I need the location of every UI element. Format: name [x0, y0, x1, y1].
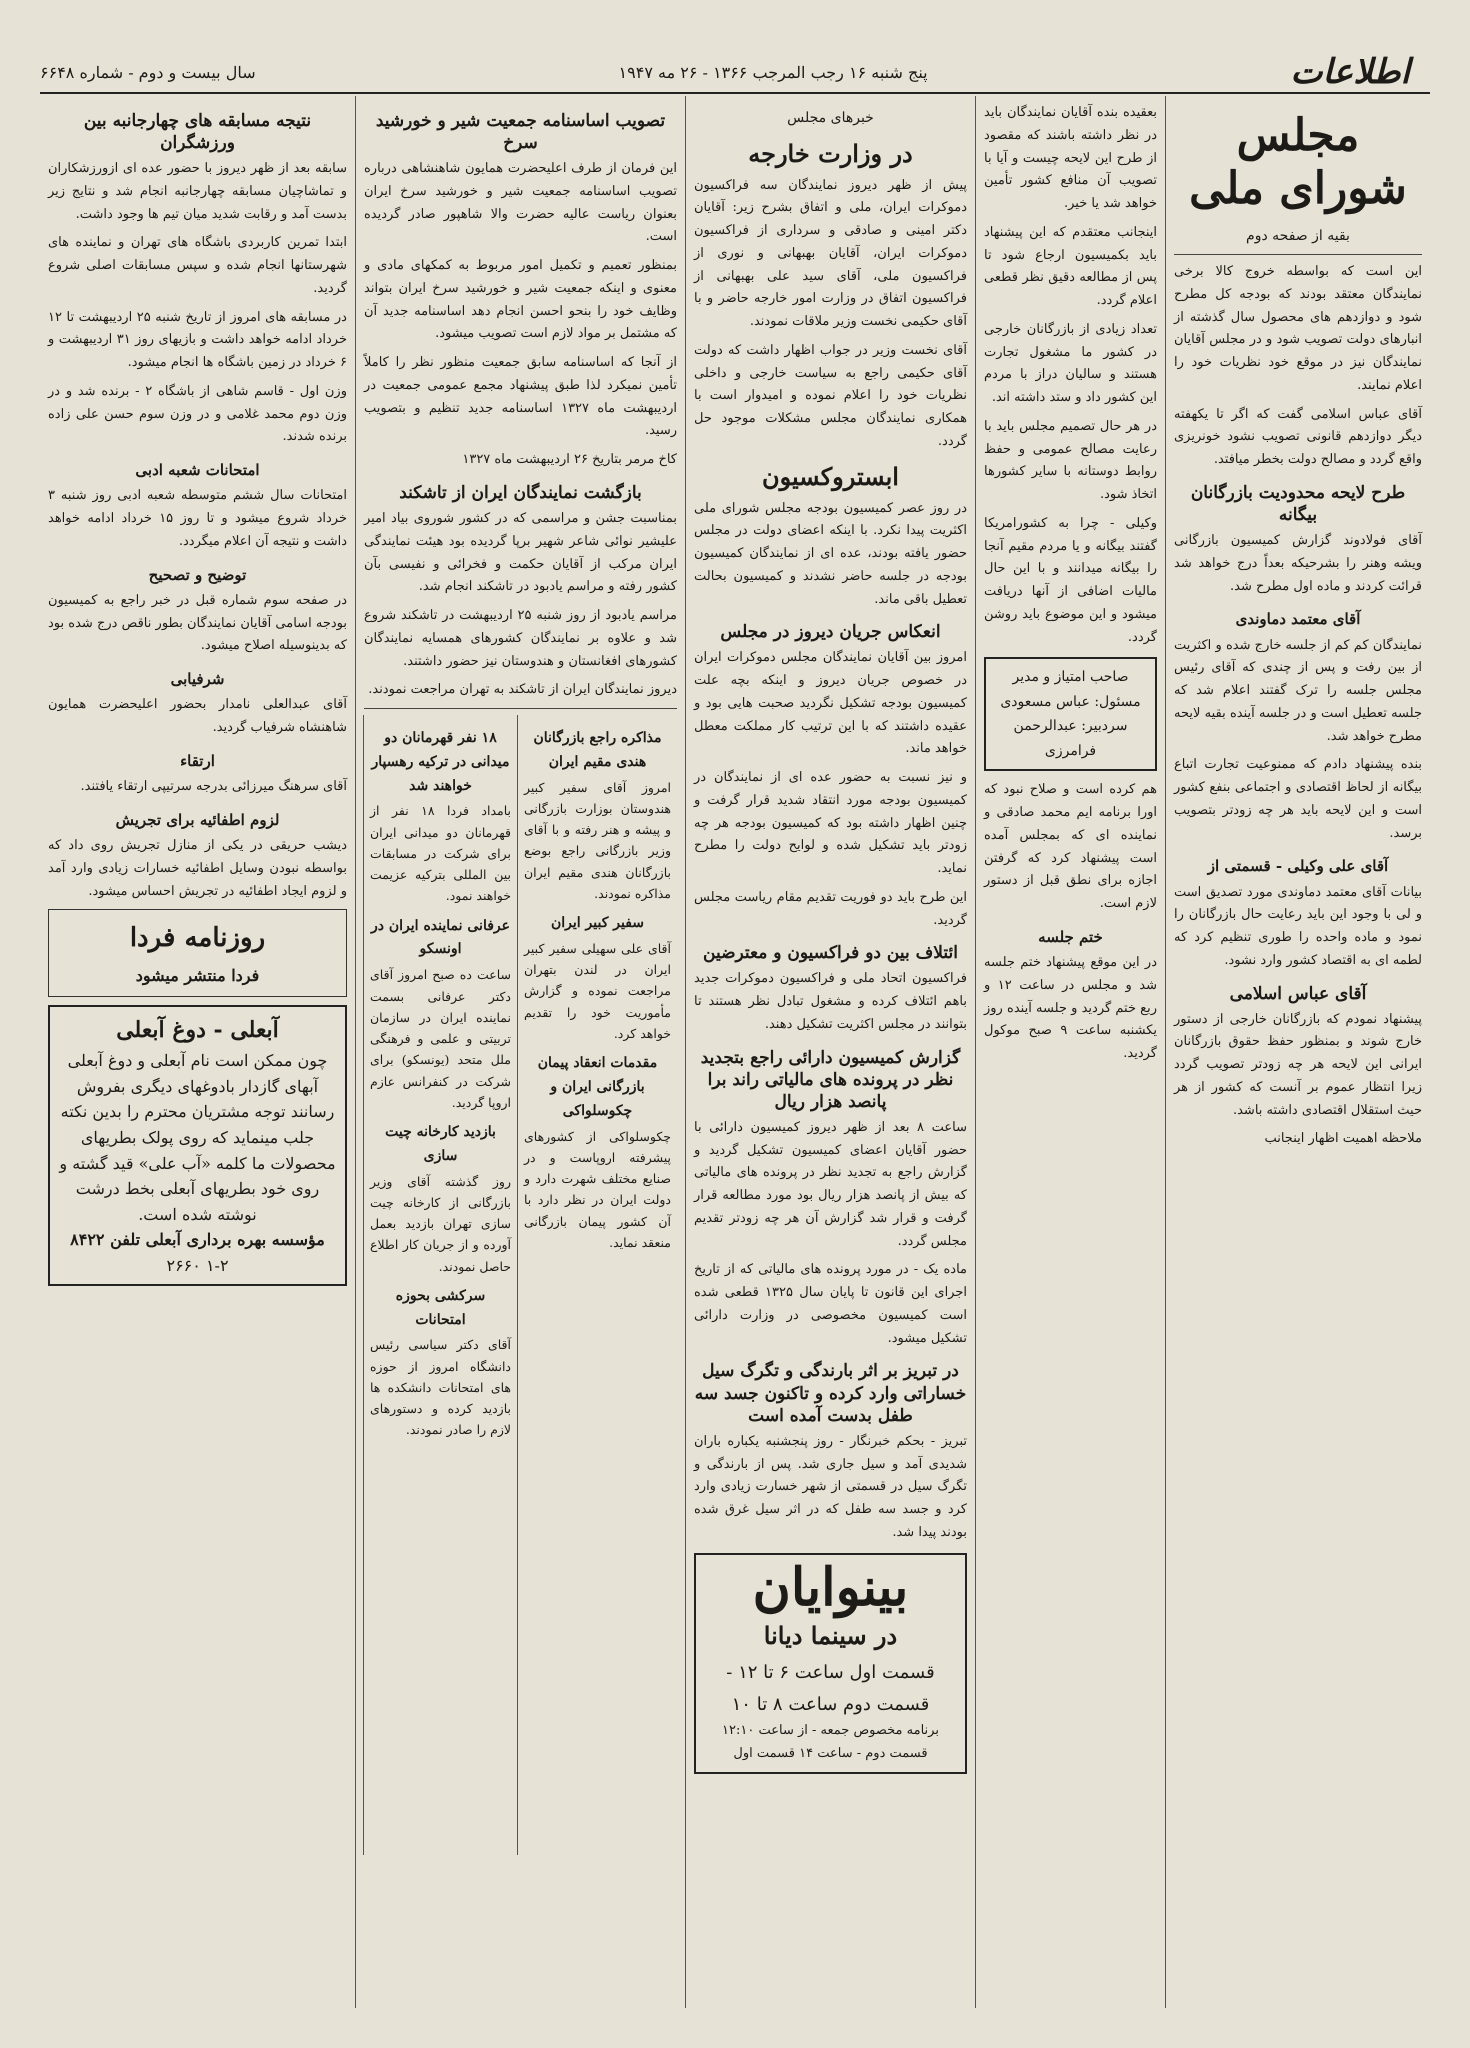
paragraph: هم کرده است و صلاح نبود که اورا برنامه ایم محمد صادقی و نماینده ای که بمجلس آمده است پیشنهاد کرد که گرفتن اجازه برای نطق قبل از دستور لازم است. — [984, 782, 1157, 911]
ad-times: قسمت اول ساعت ۶ تا ۱۲ - قسمت دوم ساعت ۸ تا ۱۰ — [726, 1662, 935, 1715]
paragraph: از آنجا که اساسنامه سابق جمعیت منظور نظر را کاملاً تأمین نمیکرد لذا طبق پیشنهاد مجمع عمومی جمعیت در اردیبهشت ماه ۱۳۲۷ اساسنامه جدید تنظیم و بتصویب رسید. — [364, 355, 677, 439]
subhead-enekas: انعکاس جریان دیروز در مجلس — [720, 622, 941, 643]
paragraph: امروز آقای سفیر کبیر هندوستان بوزارت بازرگانی و پیشه و هنر رفته و با آقای وزیر بازرگانی راجع بوضع بازرگانان هندی مقیم ایران مذاکره نمودند. — [524, 779, 671, 901]
paragraph: این فرمان از طرف اعلیحضرت همایون شاهنشاهی درباره تصویب اساسنامه جمعیت شیر و خورشید سرخ ایران بعنوان ریاست عالیه حضرت والا شاهپور صادر گردیده است. — [364, 161, 677, 245]
paragraph: نمایندگان کم کم از جلسه خارج شده و اکثریت از بین رفت و پس از چندی که آقای رئیس مجلس جلسه را ترک گفتند اعلام شد که جلسه تعطیل است و در جلسه آینده بقیه لایحه مطرح خواهد شد. — [1174, 637, 1422, 744]
headline-majlis: مجلس شورای ملی — [1189, 110, 1407, 214]
paragraph: ابتدا تمرین کاربردی باشگاه های تهران و نماینده های شهرستانها انجام شده و سپس مسابقات اصلی شروع گردید. — [48, 235, 347, 296]
ad-cinema: در سینما دیانا — [763, 1621, 898, 1651]
subhead-exams: سرکشی بحوزه امتحانات — [395, 1287, 486, 1328]
paragraph: دیروز نمایندگان ایران از تاشکند به تهران مراجعت نمودند. — [368, 682, 677, 698]
paragraph: در هر حال تصمیم مجلس باید با رعایت مصالح عمومی و حفظ روابط دوستانه با سایر کشورها اتخاذ شود. — [984, 418, 1157, 502]
paragraph: بیانات آقای معتمد دماوندی مورد تصدیق است و لی با وجود این باید رعایت حال بازرگانان را نمود و ماده واحده را طوری تنظیم کرد که لطمه ای به اقتصاد کشور وارد نشود. — [1174, 884, 1422, 968]
paragraph: بمنظور تعمیم و تکمیل امور مربوط به کمکهای مادی و معنوی و اینکه جمعیت شیر و خورشید سرخ ایران بتواند وظایف خود را بنحو احسن انجام دهد اساسنامه جدید آن که مشتمل بر مواد لازم است تصویب میشود. — [364, 258, 677, 342]
paragraph: دیشب حریقی در یکی از منازل تجریش روی داد که بواسطه نبودن وسایل اطفائیه خسارات زیادی وارد آمد و لزوم ایجاد اطفائیه در تجریش احساس میشود. — [48, 838, 347, 899]
paragraph: پیشنهاد نمودم که بازرگانان خارجی از دستور خارج شوند و بمنظور حفظ حقوق بازرگانان ایرانی این لایحه هر چه زودتر تصویب گردد زیرا انتظار عموم بر آنست که کشور از هر حیث استقلال اقتصادی داشته باشد. — [1174, 1011, 1422, 1118]
abali-text: چون ممکن است نام آبعلی و دوغ آبعلی آبهای گازدار بادوغهای دیگری بفروش رسانند توجه مشتریان محترم را بدین نکته جلب مینماید که روی پولک بطریهای محصولات ما کلمه «آب علی» قید گشته و روی خود بطریهای آبعلی بخط درشت نوشته شده است. — [59, 1051, 336, 1224]
paragraph: روز گذشته آقای وزیر بازرگانی از کارخانه چیت سازی تهران بازدید بعمل آورده و از جریان کار اطلاع حاصل نمودند. — [370, 1173, 511, 1274]
ad-title: بینوایان — [752, 1556, 909, 1618]
subhead-czech-treaty: مقدمات انعقاد پیمان بازرگانی ایران و چکوسلواکی — [537, 1055, 658, 1119]
paragraph: مراسم یادبود از روز شنبه ۲۵ اردیبهشت در تاشکند شروع شد و علاوه بر نمایندگان کشورهای همسایه نمایندگان کشورهای افغانستان و هندوستان نیز حضور داشتند. — [364, 608, 677, 669]
subhead-tabriz: در تبریز بر اثر بارندگی و تگرگ سیل خساراتی وارد کرده و تاکنون جسد سه طفل بدست آمده است — [694, 1361, 967, 1426]
subhead-correction: توضیح و تصحیح — [148, 565, 247, 584]
issue-number: سال بیست و دوم - شماره ۶۶۴۸ — [40, 62, 256, 82]
abali-ad — [48, 1005, 347, 1287]
subhead-indian-merchants: مذاکره راجع بازرگانان هندی مقیم ایران — [533, 730, 662, 770]
subhead-gozaresh: گزارش کمیسیون دارائی راجع بتجدید نظر در پرونده های مالیاتی راند برا پانصد هزار ریال — [700, 1047, 961, 1112]
divider — [1174, 254, 1422, 255]
masthead-credits — [984, 657, 1157, 771]
paragraph: وکیلی - چرا به کشورامریکا گفتند بیگانه و یا مردم مقیم آنجا را بیگانه میدانند و با این حال مالیات اضافی از آنها دریافت میشود و این موضوع باید روشن گردد. — [984, 515, 1157, 645]
subhead-audience: شرفیابی — [170, 670, 225, 689]
subhead-tajrish: لزوم اطفائیه برای تجریش — [115, 810, 280, 829]
paragraph: ساعت ده صبح امروز آقای دکتر عرفانی بسمت نماینده ایران در سازمان تربیتی و علمی و فرهنگی ملل متحد (یونسکو) برای شرکت در کنفرانس عازم اروپا گردید. — [370, 967, 511, 1110]
column-majlis — [1165, 96, 1430, 2008]
paragraph: بامداد فردا ۱۸ نفر از قهرمانان دو میدانی ایران برای شرکت در مسابقات بین المللی بترکیه عزیمت خواهند نمود. — [370, 803, 511, 904]
paragraph: امتحانات سال ششم متوسطه شعبه ادبی روز شنبه ۳ خرداد شروع میشود و تا روز ۱۵ خرداد ادامه خواهد داشت و نتیجه آن اعلام میگردد. — [48, 488, 347, 549]
column-sports — [40, 96, 355, 2008]
paragraph: این طرح باید دو فوریت تقدیم مقام ریاست مجلس گردید. — [694, 889, 967, 928]
subhead-khatm: ختم جلسه — [1038, 927, 1103, 946]
subcolumn-right — [517, 715, 677, 1855]
paragraph: تعداد زیادی از بازرگانان خارجی در کشور ما مشغول تجارت هستند و سالیان دراز با مردم این کشور داد و ستد داشته اند. — [984, 321, 1157, 405]
headline-red-lion: تصویب اساسنامه جمعیت شیر و خورشید سرخ — [375, 111, 666, 154]
subhead-motamed: آقای معتمد دماوندی — [1235, 610, 1361, 629]
subhead-unesco: عرفانی نماینده ایران در اونسکو — [371, 917, 510, 958]
farda-note: فردا منتشر میشود — [135, 965, 260, 985]
subhead-ambassador: سفیر کبیر ایران — [550, 915, 645, 932]
subhead-promotion: ارتقاء — [180, 751, 215, 770]
subhead-bazgasht: بازگشت نمایندگان ایران از تاشکند — [399, 482, 642, 503]
paragraph: تبریز - بحکم خبرنگار - روز پنجشنبه یکباره باران شدیدی آمد و سیل جاری شد. پس از بارندگی و تگرگ سیل در قسمتی از شهر خسارت زیادی وارد کرد و جسد سه طفل که در اثر سیل غرق شده بودند پیدا شد. — [694, 1433, 967, 1540]
paragraph: ملاحظه اهمیت اظهار اینجانب — [1264, 1131, 1422, 1147]
farda-title: روزنامه فردا — [129, 923, 266, 954]
subhead-athletes: ۱۸ نفر قهرمانان دو میدانی در ترکیه رهسپار خواهند شد — [371, 730, 510, 794]
paragraph: ماده یک - در مورد پرونده های مالیاتی که از تاریخ اجرای این قانون تا پایان سال ۱۳۲۵ قطعی شده است کمیسیون مخصوصی در وزارت دارائی تشکیل میشود. — [694, 1262, 967, 1346]
paragraph: در این موقع پیشنهاد ختم جلسه شد و مجلس در ساعت ۱۲ و ربع ختم گردید و جلسه آینده روز یکشنبه ساعت ۹ صبح موکول گردید. — [984, 955, 1157, 1061]
paragraph: بنده پیشنهاد دادم که ممنوعیت تجارت اتباع بیگانه از لحاظ اقتصادی و اجتماعی بنفع کشور است و این لایحه باید هر چه زودتر بتصویب برسد. — [1174, 757, 1422, 841]
cinema-ad — [694, 1553, 967, 1774]
paragraph: آقای سرهنگ میرزائی بدرجه سرتیپی ارتقاء یافتند. — [80, 779, 347, 795]
headline-sports: نتیجه مسابقه های چهارجانبه بین ورزشگران — [83, 111, 312, 154]
continued-note: بقیه از صفحه دوم — [1246, 227, 1350, 244]
paragraph: وزن اول - قاسم شاهی از باشگاه ۲ - برنده شد و در وزن دوم محمد غلامی و در وزن سوم حسن علی زاده برنده شدند. — [48, 383, 347, 445]
paragraph: و نیز نسبت به حضور عده ای از نمایندگان در کمیسیون بودجه مورد انتقاد شدید قرار گرفت و چنین اظهار داشته بود که کمیسیون بودجه هر چه زودتر باید تشکیل شده و لوایح دولت را مطرح نماید. — [694, 770, 967, 877]
column-foreign-ministry — [685, 96, 975, 2008]
paragraph: ساعت ۸ بعد از ظهر دیروز کمیسیون دارائی با حضور آقایان اعضای کمیسیون تشکیل گردید و گزارش راجع به تجدید نظر در پرونده های مالیاتی که بیش از پانصد هزار ریال بود مورد مطالعه قرار گرفت و قرار شد گزارش آن هر چه زودتر تقدیم مجلس گردد. — [694, 1119, 967, 1249]
subhead-etelaf: ائتلاف بین دو فراکسیون و معترضین — [703, 943, 958, 964]
paragraph: در روز عصر کمیسیون بودجه مجلس شورای ملی اکثریت پیدا نکرد. با اینکه اعضای دولت در مجلس حضور یافته بودند، عده ای از نمایندگان کمیسیون بودجه در جلسه حاضر نشدند و کمیسیون بحالت تعطیل باقی ماند. — [694, 500, 967, 607]
paragraph: چکوسلواکی از کشورهای پیشرفته اروپاست و در صنایع مختلف شهرت دارد و دولت ایران در نظر دارد با آن کشور پیمان بازرگانی منعقد نماید. — [524, 1128, 671, 1250]
paragraph: آقای فولادوند گزارش کمیسیون بازرگانی ویشه وهنر را بشرحیکه بعداً درج خواهد شد قرائت کردند و ماده اول مطرح شد. — [1174, 533, 1422, 594]
paragraph: آقای علی سهیلی سفیر کبیر ایران در لندن بتهران مراجعت نموده و گزارش مأموریت خود را تقدیم خواهد کرد. — [524, 940, 671, 1041]
farda-ad — [48, 909, 347, 997]
issue-date: پنج شنبه ۱۶ رجب المرجب ۱۳۶۶ - ۲۶ مه ۱۹۴۷ — [618, 62, 928, 82]
paragraph: بمناسبت جشن و مراسمی که در کشور شوروی بیاد امیر علیشیر نوائی شاعر شهیر برپا گردیده بود هیئت نمایندگی ایران مرکب از آقایان حکمت و فخرائی و نفیسی بآن کشور رفته و مراسم یادبود در تاشکند انجام شد. — [364, 511, 677, 595]
publisher-line: صاحب امتیاز و مدیر مسئول: عباس مسعودی — [1000, 669, 1141, 710]
divider — [364, 708, 677, 709]
paragraph: این است که بواسطه خروج کالا برخی نمایندگان معتقد بودند که بودجه کل مطرح شود و دوازدهم های محصول سال گذشته از انبارهای دولت تصویب شود و در مجلس آقایان نمایندگان نیز در موقع خود نظریات خود را اعلام نمایند. — [1174, 264, 1422, 393]
headline-obstruction: ابستروکسیون — [762, 461, 899, 491]
subcolumn-left — [363, 715, 517, 1855]
paragraph: آقای عبدالعلی نامدار بحضور اعلیحضرت همایون شاهنشاه شرفیاب گردید. — [48, 697, 347, 736]
ad-note: برنامه مخصوص جمعه - از ساعت ۱۲:۱۰ قسمت دوم - ساعت ۱۴ قسمت اول — [722, 1723, 939, 1761]
sub-columns — [364, 715, 677, 1855]
columns-container — [40, 96, 1430, 2008]
column-red-lion — [355, 96, 685, 2008]
paragraph: آقای دکتر سیاسی رئیس دانشگاه امروز از حوزه های امتحانات دانشکده ها بازدید کرده و دستورهای لازم را صادر نمودند. — [370, 1337, 511, 1438]
editor-line: سردبیر: عبدالرحمن فرامرزی — [1013, 718, 1128, 759]
kicker-majlis-news: خبرهای مجلس — [787, 110, 874, 126]
paragraph: در صفحه سوم شماره قبل در خبر راجع به کمیسیون بودجه اسامی آقایان نمایندگان بطور ناقص درج شده بود که بدینوسیله اصلاح میشود. — [48, 592, 347, 654]
paragraph: امروز بین آقایان نمایندگان مجلس دموکرات ایران در خصوص جریان دیروز و اینکه بچه علت کمیسیون بودجه تشکیل نگردید صحبت هایی بود و عقیده داشتند که با این ترتیب کار مملکت معطل خواهد ماند. — [694, 650, 967, 757]
paragraph: کاخ مرمر بتاریخ ۲۶ اردیبهشت ماه ۱۳۲۷ — [462, 452, 677, 468]
paragraph: در مسابقه های امروز از تاریخ شنبه ۲۵ اردیبهشت تا ۱۲ خرداد ادامه خواهد داشت و بازیهای روز ۳۱ اردیبهشت و ۶ خرداد در زمین باشگاه ها انجام میشود. — [48, 309, 347, 371]
abali-code: ۱-۲ ۲۶۶۰ — [166, 1255, 229, 1275]
column-continued — [975, 96, 1165, 2008]
paragraph: آقای نخست وزیر در جواب اظهار داشت که دولت آقای حکیمی راجع به سیاست خارجی و داخلی نظریات خود را اعلام نموده و امیدوار است با همکاری نمایندگان مجلس مشکلات موجود حل گردد. — [694, 342, 967, 449]
paragraph: سابقه بعد از ظهر دیروز با حضور عده ای ازورزشکاران و تماشاچیان مسابقه چهارجانبه انجام شد و نتایج زیر بدست آمد و رقابت شدید میان تیم ها وجود داشت. — [48, 161, 347, 222]
subhead-abbas-eslami: آقای عباس اسلامی — [1229, 983, 1367, 1004]
newspaper-logo: اطلاعات — [1290, 52, 1410, 92]
subhead-lahe: طرح لایحه محدودیت بازرگانان بیگانه — [1190, 482, 1406, 525]
masthead-bar — [40, 52, 1430, 94]
paragraph: پیش از ظهر دیروز نمایندگان سه فراکسیون دموکرات ایران، ملی و اتفاق بشرح زیر: آقایان دکتر امینی و صادقی و سرداری از فراکسیون دموکرات ایران، آقایان بهبهانی و نوری از فراکسیون ملی، آقای سید علی بهبهانی از فراکسیون اتفاق در وزارت امور خارجه حاضر و با آقای حکیمی نخست وزیر ملاقات نمودند. — [694, 177, 967, 329]
abali-title: آبعلی - دوغ آبعلی — [116, 1016, 279, 1043]
subhead-exams-literary: امتحانات شعبه ادبی — [135, 461, 260, 480]
paragraph: بعقیده بنده آقایان نمایندگان باید در نظر داشته باشند که مقصود از طرح این لایحه چیست و آیا با تصویب آن منافع کشور تأمین خواهد شد یا خیر. — [984, 105, 1157, 211]
paragraph: اینجانب معتقدم که این پیشنهاد باید بکمیسیون ارجاع شود تا پس از مطالعه دقیق نظر قطعی اعلام گردد. — [984, 224, 1157, 308]
subhead-ali-vakili: آقای علی وکیلی - قسمتی از — [1207, 857, 1389, 876]
paragraph: فراکسیون اتحاد ملی و فراکسیون دموکرات جدید باهم ائتلاف کرده و مشغول تبادل نظر هستند تا بتوانند در مجلس اکثریت تشکیل دهند. — [694, 971, 967, 1032]
abali-firm: مؤسسه بهره برداری آبعلی تلفن ۸۴۲۲ — [70, 1230, 325, 1250]
subhead-factory-visit: بازدید کارخانه چیت سازی — [385, 1124, 496, 1164]
paragraph: آقای عباس اسلامی گفت که اگر تا یکهفته دیگر دوازدهم قانونی تصویب نشود خونریزی واقع گردد و مصالح دولت بخطر میافتد. — [1174, 406, 1422, 468]
headline-foreign-ministry: در وزارت خارجه — [748, 138, 913, 168]
